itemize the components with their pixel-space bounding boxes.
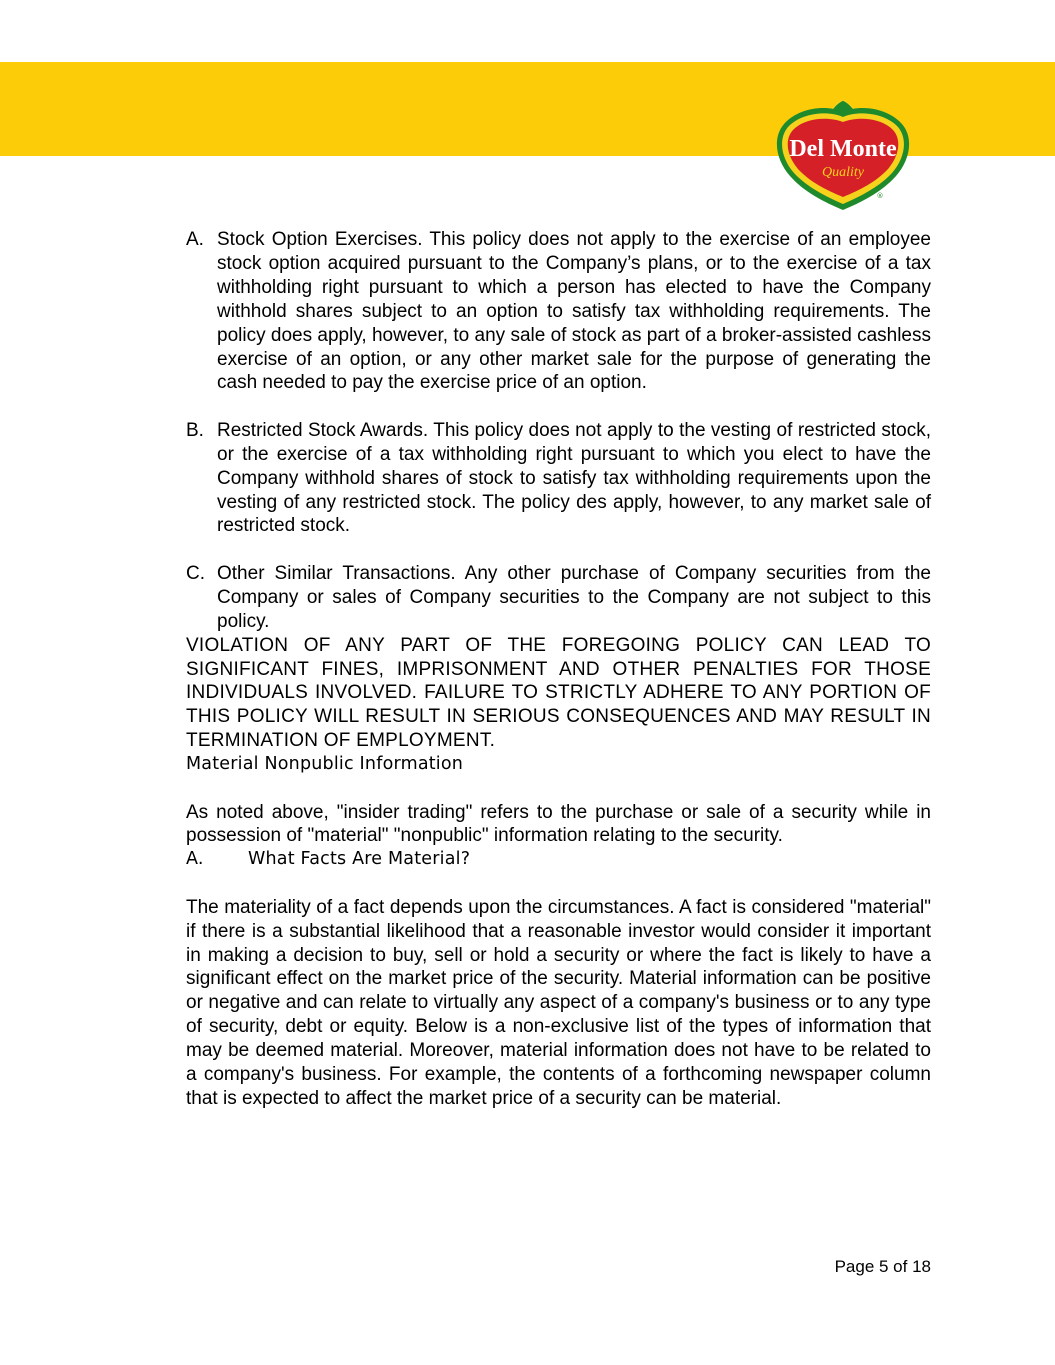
materiality-paragraph: The materiality of a fact depends upon the circumstances. A fact is considered "material" if there is a substantial likelihood that a reasonable investor would consider it important in making a decision to buy, sell or hold a security or where the fact is likely to have a significant effect on the market price of the security. Material information can be positive or negative and can relate to virtually any aspect of a company's business or to any type of security, debt or equity. Below is a non-exclusive list of the types of information that may be deemed material. Moreover, material information does not have to be related to a company's business. For example, the contents of a forthcoming newspaper column that is expected to affect the market price of a security can be material. [186,896,931,1109]
section-heading: Material Nonpublic Information [186,754,464,775]
document-body [186,228,931,1111]
item-letter: C. [186,562,205,584]
item-letter: B. [186,419,204,441]
section-intro: As noted above, "insider trading" refers to the purchase or sale of a security while in possession of "material" "nonpublic" information relating to the security. [186,801,931,847]
subsection-heading [186,848,931,872]
item-text: Restricted Stock Awards. This policy does not apply to the vesting of restricted stock, or the exercise of a tax withholding right pursuant to which you elect to have the Company withhold shares of stock to satisfy tax withholding requirements upon the vesting of any restricted stock. The policy des apply, however, to any market sale of restricted stock. [217,419,931,537]
page-number: Page 5 of 18 [834,1257,931,1276]
logo-tagline-text: Quality [822,165,864,180]
del-monte-logo [768,98,918,214]
violation-notice: VIOLATION OF ANY PART OF THE FOREGOING POLICY CAN LEAD TO SIGNIFICANT FINES, IMPRISONMENT AND OTHER PENALTIES FOR THOSE INDIVIDUALS INVOLVED. FAILURE TO STRICTLY ADHERE TO ANY PORTION OF THIS POLICY WILL RESULT IN SERIOUS CONSEQUENCES AND MAY RESULT IN TERMINATION OF EMPLOYMENT. [186,634,931,752]
exemption-item-b [186,419,931,539]
item-text: Stock Option Exercises. This policy does not apply to the exercise of an employee stock option acquired pursuant to the Company’s plans, or to the exercise of a tax withholding right pursuant to which a person has elected to have the Company withhold shares subject to an option to satisfy tax withholding requirements. The policy does apply, however, to any sale of stock as part of a broker-assisted cashless exercise of an option, or any other market sale for the purpose of generating the cash needed to pay the exercise price of an option. [217,229,931,394]
exemption-item-a [186,228,931,395]
del-monte-logo-graphic [768,98,918,214]
exemption-item-c [186,562,931,634]
subsection-letter: A. [186,849,204,870]
registered-mark: ® [876,192,884,200]
item-letter: A. [186,229,204,250]
item-text: Other Similar Transactions. Any other purchase of Company securities from the Company or sales of Company securities to the Company are not subject to this policy. [217,562,931,632]
subsection-title: What Facts Are Material? [248,849,471,870]
logo-brand-text: Del Monte [789,136,897,162]
